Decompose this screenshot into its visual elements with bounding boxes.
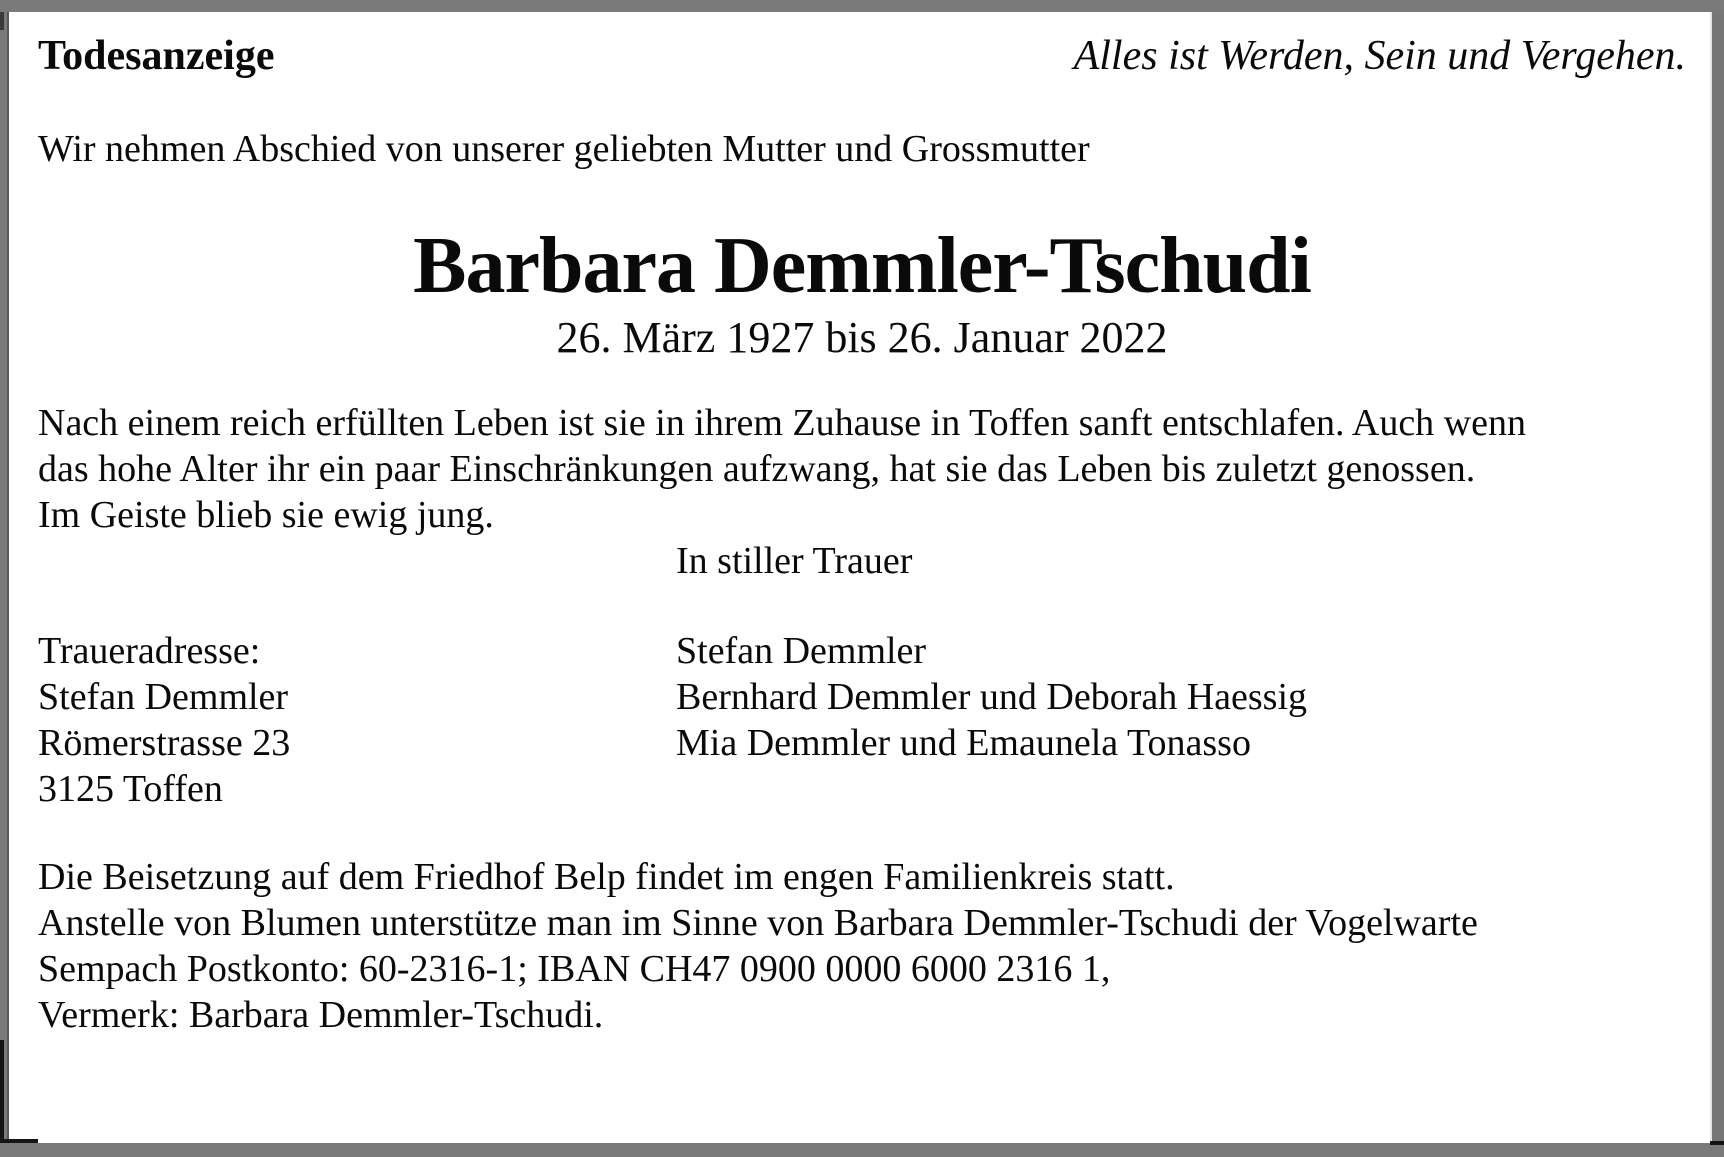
obituary-line: das hohe Alter ihr ein paar Einschränkungen aufzwang, hat sie das Leben bis zuletzt genossen. xyxy=(38,448,1476,490)
window-frame-right xyxy=(1712,12,1724,1143)
epigraph-quote: Alles ist Werden, Sein und Vergehen. xyxy=(1073,33,1686,79)
mourning-address-label: Traueradresse: xyxy=(38,630,261,672)
obituary-line: Im Geiste blieb sie ewig jung. xyxy=(38,494,494,536)
address-and-family xyxy=(38,628,1686,812)
window-frame-top xyxy=(0,0,1724,12)
window-frame-bottom xyxy=(0,1143,1724,1157)
address-row xyxy=(38,720,1686,766)
address-city: 3125 Toffen xyxy=(38,768,223,810)
scan-shadow-bottom-right xyxy=(1710,1141,1724,1145)
window-frame-left xyxy=(0,12,7,1143)
funeral-info-line: Die Beisetzung auf dem Friedhof Belp findet im engen Familienkreis statt. xyxy=(38,856,1175,898)
funeral-info-paragraph xyxy=(38,854,1686,1038)
notice-type-label: Todesanzeige xyxy=(38,33,275,79)
address-row xyxy=(38,766,1686,812)
obituary-line: Nach einem reich erfüllten Leben ist sie in ihrem Zuhause in Toffen sanft entschlafen. Auch wenn xyxy=(38,402,1526,444)
obituary-paragraph xyxy=(38,400,1686,538)
family-member: Stefan Demmler xyxy=(676,630,927,672)
funeral-info-line: Vermerk: Barbara Demmler-Tschudi. xyxy=(38,994,604,1036)
address-row xyxy=(38,628,1686,674)
obituary-page xyxy=(7,12,1712,1143)
address-empty-cell xyxy=(676,766,1686,812)
scan-shadow-bottom-edge xyxy=(0,1139,38,1143)
page-header xyxy=(38,30,1686,82)
funeral-info-line: Sempach Postkonto: 60-2316-1; IBAN CH47 0900 0000 6000 2316 1, xyxy=(38,948,1111,990)
scan-shadow-bottom-left xyxy=(0,1040,4,1143)
address-row xyxy=(38,674,1686,720)
funeral-info-line: Anstelle von Blumen unterstütze man im Sinne von Barbara Demmler-Tschudi der Vogelwarte xyxy=(38,902,1478,944)
life-dates: 26. März 1927 bis 26. Januar 2022 xyxy=(556,313,1168,362)
family-member: Mia Demmler und Emaunela Tonasso xyxy=(676,722,1251,764)
address-contact-name: Stefan Demmler xyxy=(38,676,289,718)
scan-shadow-top-left xyxy=(0,12,4,30)
family-member: Bernhard Demmler und Deborah Haessig xyxy=(676,676,1308,718)
address-street: Römerstrasse 23 xyxy=(38,722,291,764)
intro-line: Wir nehmen Abschied von unserer geliebten Mutter und Grossmutter xyxy=(38,128,1090,170)
mourning-lead: In stiller Trauer xyxy=(676,540,913,582)
deceased-name: Barbara Demmler-Tschudi xyxy=(413,222,1311,310)
